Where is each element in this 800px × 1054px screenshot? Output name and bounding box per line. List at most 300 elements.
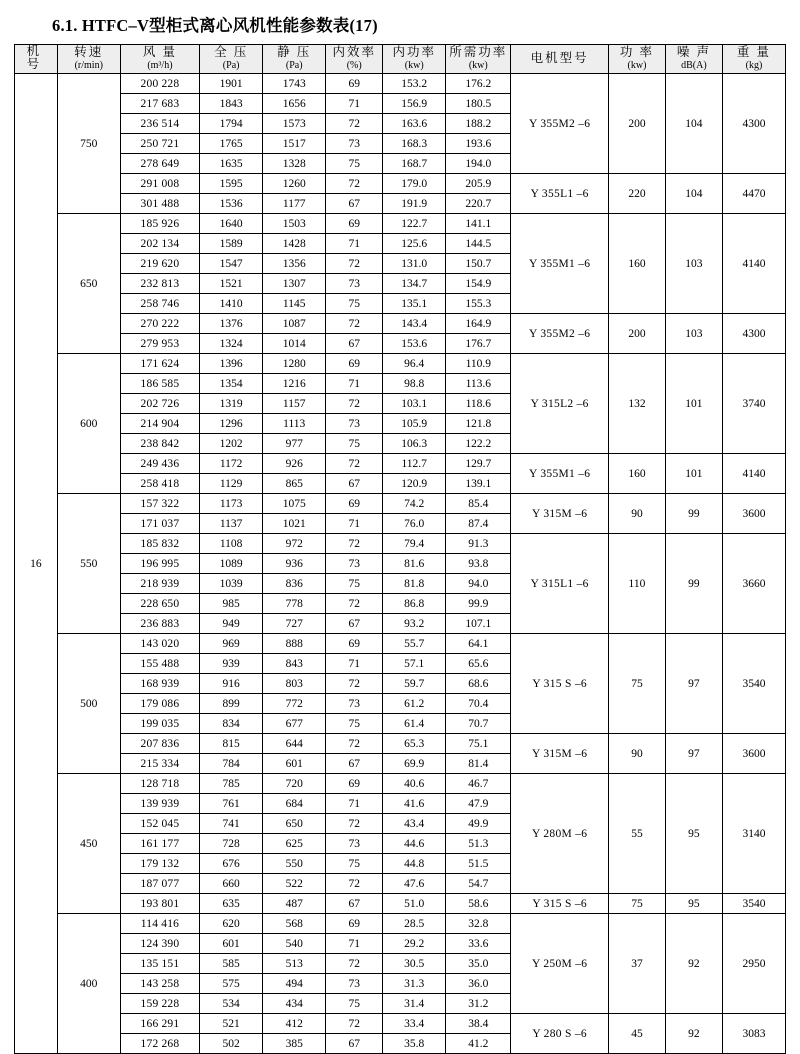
header-cell-rpm (57, 45, 120, 74)
cell-required-power: 110.9 (446, 354, 511, 374)
cell-total-pressure: 1635 (200, 154, 263, 174)
header-sub: (%) (346, 60, 362, 72)
cell-static-pressure: 677 (263, 714, 326, 734)
cell-inner-power: 168.7 (383, 154, 446, 174)
cell-total-pressure: 1794 (200, 114, 263, 134)
performance-table (14, 44, 786, 1054)
cell-total-pressure: 575 (200, 974, 263, 994)
cell-inner-power: 74.2 (383, 494, 446, 514)
cell-inner-power: 153.6 (383, 334, 446, 354)
cell-efficiency: 67 (326, 754, 383, 774)
cell-required-power: 139.1 (446, 474, 511, 494)
cell-inner-power: 31.4 (383, 994, 446, 1014)
cell-efficiency: 75 (326, 154, 383, 174)
cell-noise: 104 (665, 174, 722, 214)
header-cell-noise (665, 45, 722, 74)
header-main: 功 率 (619, 45, 655, 60)
cell-efficiency: 72 (326, 114, 383, 134)
header-main: 静 压 (277, 45, 312, 60)
cell-efficiency: 69 (326, 354, 383, 374)
cell-efficiency: 67 (326, 894, 383, 914)
cell-efficiency: 75 (326, 714, 383, 734)
cell-total-pressure: 728 (200, 834, 263, 854)
cell-flow: 199 035 (120, 714, 199, 734)
header-sub: (kw) (468, 60, 488, 72)
cell-required-power: 36.0 (446, 974, 511, 994)
cell-static-pressure: 1307 (263, 274, 326, 294)
cell-motor-power: 220 (608, 174, 665, 214)
table-body (15, 74, 786, 1054)
cell-efficiency: 72 (326, 814, 383, 834)
cell-static-pressure: 888 (263, 634, 326, 654)
table-row (15, 494, 786, 514)
cell-noise: 101 (665, 454, 722, 494)
cell-flow: 185 926 (120, 214, 199, 234)
cell-total-pressure: 1589 (200, 234, 263, 254)
cell-rpm: 750 (57, 74, 120, 214)
cell-efficiency: 71 (326, 94, 383, 114)
cell-rpm: 600 (57, 354, 120, 494)
cell-total-pressure: 676 (200, 854, 263, 874)
header-main: 所需功率 (449, 45, 508, 60)
cell-required-power: 68.6 (446, 674, 511, 694)
cell-noise: 97 (665, 734, 722, 774)
cell-total-pressure: 1843 (200, 94, 263, 114)
cell-inner-power: 163.6 (383, 114, 446, 134)
cell-required-power: 49.9 (446, 814, 511, 834)
cell-required-power: 122.2 (446, 434, 511, 454)
header-cell-total-pressure (200, 45, 263, 74)
cell-motor-power: 110 (608, 534, 665, 634)
cell-flow: 171 624 (120, 354, 199, 374)
cell-rpm: 500 (57, 634, 120, 774)
cell-inner-power: 191.9 (383, 194, 446, 214)
cell-inner-power: 30.5 (383, 954, 446, 974)
header-main: 内功率 (392, 45, 436, 60)
cell-static-pressure: 1280 (263, 354, 326, 374)
cell-total-pressure: 534 (200, 994, 263, 1014)
cell-efficiency: 72 (326, 394, 383, 414)
cell-static-pressure: 522 (263, 874, 326, 894)
cell-static-pressure: 1656 (263, 94, 326, 114)
cell-rpm: 650 (57, 214, 120, 354)
table-row (15, 774, 786, 794)
cell-flow: 279 953 (120, 334, 199, 354)
cell-required-power: 85.4 (446, 494, 511, 514)
header-row (15, 45, 786, 74)
cell-static-pressure: 1113 (263, 414, 326, 434)
table-row (15, 354, 786, 374)
cell-noise: 92 (665, 914, 722, 1014)
cell-total-pressure: 1108 (200, 534, 263, 554)
cell-static-pressure: 434 (263, 994, 326, 1014)
cell-flow: 168 939 (120, 674, 199, 694)
cell-efficiency: 71 (326, 934, 383, 954)
cell-inner-power: 47.6 (383, 874, 446, 894)
cell-required-power: 121.8 (446, 414, 511, 434)
cell-flow: 301 488 (120, 194, 199, 214)
cell-inner-power: 134.7 (383, 274, 446, 294)
cell-required-power: 107.1 (446, 614, 511, 634)
cell-rpm: 400 (57, 914, 120, 1054)
cell-efficiency: 69 (326, 494, 383, 514)
cell-efficiency: 73 (326, 974, 383, 994)
cell-static-pressure: 977 (263, 434, 326, 454)
table-row (15, 214, 786, 234)
cell-flow: 218 939 (120, 574, 199, 594)
cell-static-pressure: 1021 (263, 514, 326, 534)
cell-total-pressure: 761 (200, 794, 263, 814)
cell-flow: 249 436 (120, 454, 199, 474)
cell-required-power: 31.2 (446, 994, 511, 1014)
cell-flow: 228 650 (120, 594, 199, 614)
cell-flow: 139 939 (120, 794, 199, 814)
cell-total-pressure: 1089 (200, 554, 263, 574)
cell-flow: 219 620 (120, 254, 199, 274)
cell-inner-power: 120.9 (383, 474, 446, 494)
cell-efficiency: 67 (326, 474, 383, 494)
cell-flow: 166 291 (120, 1014, 199, 1034)
cell-flow: 215 334 (120, 754, 199, 774)
cell-flow: 187 077 (120, 874, 199, 894)
cell-efficiency: 71 (326, 234, 383, 254)
cell-motor-power: 200 (608, 314, 665, 354)
cell-required-power: 129.7 (446, 454, 511, 474)
cell-inner-power: 28.5 (383, 914, 446, 934)
cell-flow: 278 649 (120, 154, 199, 174)
cell-flow: 179 086 (120, 694, 199, 714)
cell-total-pressure: 1137 (200, 514, 263, 534)
cell-required-power: 113.6 (446, 374, 511, 394)
cell-flow: 161 177 (120, 834, 199, 854)
cell-flow: 171 037 (120, 514, 199, 534)
header-main: 电机型号 (530, 50, 589, 65)
cell-flow: 155 488 (120, 654, 199, 674)
cell-static-pressure: 1428 (263, 234, 326, 254)
cell-inner-power: 135.1 (383, 294, 446, 314)
cell-motor-power: 45 (608, 1014, 665, 1054)
cell-flow: 185 832 (120, 534, 199, 554)
cell-efficiency: 72 (326, 734, 383, 754)
cell-static-pressure: 778 (263, 594, 326, 614)
cell-flow: 200 228 (120, 74, 199, 94)
cell-static-pressure: 385 (263, 1034, 326, 1054)
cell-total-pressure: 620 (200, 914, 263, 934)
cell-inner-power: 29.2 (383, 934, 446, 954)
cell-static-pressure: 865 (263, 474, 326, 494)
cell-inner-power: 112.7 (383, 454, 446, 474)
cell-noise: 92 (665, 1014, 722, 1054)
cell-required-power: 51.3 (446, 834, 511, 854)
cell-static-pressure: 926 (263, 454, 326, 474)
table-row (15, 314, 786, 334)
cell-efficiency: 69 (326, 74, 383, 94)
cell-required-power: 81.4 (446, 754, 511, 774)
cell-required-power: 176.2 (446, 74, 511, 94)
cell-total-pressure: 969 (200, 634, 263, 654)
cell-efficiency: 73 (326, 554, 383, 574)
cell-weight: 4140 (722, 454, 785, 494)
cell-required-power: 65.6 (446, 654, 511, 674)
cell-static-pressure: 1216 (263, 374, 326, 394)
cell-motor-power: 90 (608, 494, 665, 534)
cell-inner-power: 168.3 (383, 134, 446, 154)
cell-inner-power: 103.1 (383, 394, 446, 414)
cell-efficiency: 72 (326, 954, 383, 974)
cell-inner-power: 143.4 (383, 314, 446, 334)
cell-weight: 2950 (722, 914, 785, 1014)
cell-required-power: 144.5 (446, 234, 511, 254)
cell-required-power: 46.7 (446, 774, 511, 794)
cell-static-pressure: 1517 (263, 134, 326, 154)
cell-flow: 135 151 (120, 954, 199, 974)
cell-flow: 196 995 (120, 554, 199, 574)
cell-efficiency: 71 (326, 794, 383, 814)
cell-total-pressure: 949 (200, 614, 263, 634)
table-row (15, 634, 786, 654)
table-row (15, 174, 786, 194)
header-cell-inner-power (383, 45, 446, 74)
cell-required-power: 99.9 (446, 594, 511, 614)
cell-efficiency: 73 (326, 834, 383, 854)
cell-efficiency: 72 (326, 674, 383, 694)
cell-weight: 4300 (722, 74, 785, 174)
cell-weight: 3660 (722, 534, 785, 634)
cell-efficiency: 67 (326, 334, 383, 354)
cell-flow: 258 746 (120, 294, 199, 314)
cell-static-pressure: 1573 (263, 114, 326, 134)
cell-motor-model: Y 355M2 –6 (511, 314, 609, 354)
header-cell-machine-no (15, 45, 58, 74)
cell-required-power: 118.6 (446, 394, 511, 414)
table-row (15, 534, 786, 554)
cell-flow: 124 390 (120, 934, 199, 954)
cell-weight: 3083 (722, 1014, 785, 1054)
cell-static-pressure: 568 (263, 914, 326, 934)
cell-efficiency: 72 (326, 314, 383, 334)
cell-inner-power: 105.9 (383, 414, 446, 434)
cell-total-pressure: 1202 (200, 434, 263, 454)
header-cell-flow (120, 45, 199, 74)
cell-static-pressure: 720 (263, 774, 326, 794)
cell-weight: 4140 (722, 214, 785, 314)
cell-efficiency: 71 (326, 374, 383, 394)
cell-inner-power: 81.6 (383, 554, 446, 574)
table-row (15, 454, 786, 474)
cell-motor-model: Y 250M –6 (511, 914, 609, 1014)
cell-inner-power: 65.3 (383, 734, 446, 754)
header-cell-static-pressure (263, 45, 326, 74)
header-main: 重 量 (736, 45, 772, 60)
cell-static-pressure: 972 (263, 534, 326, 554)
cell-required-power: 64.1 (446, 634, 511, 654)
cell-inner-power: 61.4 (383, 714, 446, 734)
header-sub: (r/min) (74, 60, 103, 72)
cell-efficiency: 75 (326, 434, 383, 454)
cell-flow: 250 721 (120, 134, 199, 154)
cell-weight: 3540 (722, 894, 785, 914)
cell-flow: 159 228 (120, 994, 199, 1014)
cell-required-power: 70.4 (446, 694, 511, 714)
cell-efficiency: 69 (326, 914, 383, 934)
cell-efficiency: 73 (326, 134, 383, 154)
cell-inner-power: 131.0 (383, 254, 446, 274)
cell-inner-power: 79.4 (383, 534, 446, 554)
cell-total-pressure: 1172 (200, 454, 263, 474)
cell-noise: 95 (665, 774, 722, 894)
cell-motor-power: 75 (608, 894, 665, 914)
cell-motor-power: 37 (608, 914, 665, 1014)
cell-inner-power: 179.0 (383, 174, 446, 194)
cell-required-power: 155.3 (446, 294, 511, 314)
cell-total-pressure: 1319 (200, 394, 263, 414)
cell-motor-model: Y 355M1 –6 (511, 214, 609, 314)
cell-flow: 179 132 (120, 854, 199, 874)
cell-efficiency: 72 (326, 874, 383, 894)
cell-required-power: 193.6 (446, 134, 511, 154)
cell-total-pressure: 1129 (200, 474, 263, 494)
header-cell-weight (722, 45, 785, 74)
cell-inner-power: 86.8 (383, 594, 446, 614)
cell-inner-power: 125.6 (383, 234, 446, 254)
cell-total-pressure: 1039 (200, 574, 263, 594)
header-sub: (Pa) (222, 60, 240, 72)
cell-total-pressure: 1595 (200, 174, 263, 194)
cell-efficiency: 67 (326, 194, 383, 214)
cell-total-pressure: 1901 (200, 74, 263, 94)
cell-flow: 217 683 (120, 94, 199, 114)
cell-required-power: 150.7 (446, 254, 511, 274)
cell-required-power: 94.0 (446, 574, 511, 594)
cell-static-pressure: 936 (263, 554, 326, 574)
cell-inner-power: 81.8 (383, 574, 446, 594)
cell-total-pressure: 899 (200, 694, 263, 714)
header-main: 风 量 (142, 45, 178, 60)
cell-total-pressure: 601 (200, 934, 263, 954)
cell-required-power: 154.9 (446, 274, 511, 294)
cell-efficiency: 71 (326, 654, 383, 674)
cell-static-pressure: 727 (263, 614, 326, 634)
header-sub: (m³/h) (147, 60, 173, 72)
cell-weight: 3600 (722, 734, 785, 774)
cell-weight: 4300 (722, 314, 785, 354)
cell-motor-model: Y 315L2 –6 (511, 354, 609, 454)
cell-motor-power: 90 (608, 734, 665, 774)
cell-flow: 236 514 (120, 114, 199, 134)
cell-required-power: 91.3 (446, 534, 511, 554)
cell-efficiency: 69 (326, 634, 383, 654)
cell-static-pressure: 1743 (263, 74, 326, 94)
cell-weight: 3540 (722, 634, 785, 734)
cell-total-pressure: 815 (200, 734, 263, 754)
cell-total-pressure: 1521 (200, 274, 263, 294)
cell-efficiency: 72 (326, 454, 383, 474)
cell-static-pressure: 1014 (263, 334, 326, 354)
cell-total-pressure: 1410 (200, 294, 263, 314)
cell-efficiency: 67 (326, 614, 383, 634)
cell-total-pressure: 502 (200, 1034, 263, 1054)
table-header (15, 45, 786, 74)
cell-noise: 99 (665, 494, 722, 534)
cell-required-power: 33.6 (446, 934, 511, 954)
cell-inner-power: 96.4 (383, 354, 446, 374)
table-row (15, 1014, 786, 1034)
cell-efficiency: 73 (326, 694, 383, 714)
cell-total-pressure: 834 (200, 714, 263, 734)
table-row (15, 914, 786, 934)
cell-inner-power: 33.4 (383, 1014, 446, 1034)
cell-rpm: 450 (57, 774, 120, 914)
cell-required-power: 38.4 (446, 1014, 511, 1034)
cell-motor-model: Y 280 S –6 (511, 1014, 609, 1054)
table-row (15, 74, 786, 94)
cell-motor-model: Y 355M2 –6 (511, 74, 609, 174)
cell-inner-power: 31.3 (383, 974, 446, 994)
cell-total-pressure: 660 (200, 874, 263, 894)
cell-noise: 97 (665, 634, 722, 734)
cell-total-pressure: 1296 (200, 414, 263, 434)
cell-total-pressure: 1173 (200, 494, 263, 514)
cell-total-pressure: 521 (200, 1014, 263, 1034)
cell-required-power: 51.5 (446, 854, 511, 874)
cell-inner-power: 98.8 (383, 374, 446, 394)
header-main: 内效率 (332, 45, 376, 60)
cell-required-power: 220.7 (446, 194, 511, 214)
table-row (15, 734, 786, 754)
cell-flow: 172 268 (120, 1034, 199, 1054)
cell-required-power: 58.6 (446, 894, 511, 914)
cell-noise: 103 (665, 314, 722, 354)
cell-required-power: 194.0 (446, 154, 511, 174)
cell-motor-model: Y 355M1 –6 (511, 454, 609, 494)
cell-static-pressure: 843 (263, 654, 326, 674)
cell-static-pressure: 1177 (263, 194, 326, 214)
cell-flow: 143 020 (120, 634, 199, 654)
cell-static-pressure: 772 (263, 694, 326, 714)
cell-total-pressure: 741 (200, 814, 263, 834)
cell-static-pressure: 650 (263, 814, 326, 834)
cell-flow: 202 134 (120, 234, 199, 254)
cell-static-pressure: 684 (263, 794, 326, 814)
cell-motor-power: 75 (608, 634, 665, 734)
cell-inner-power: 43.4 (383, 814, 446, 834)
cell-motor-model: Y 315 S –6 (511, 634, 609, 734)
cell-static-pressure: 1087 (263, 314, 326, 334)
cell-flow: 186 585 (120, 374, 199, 394)
cell-efficiency: 73 (326, 274, 383, 294)
cell-static-pressure: 1075 (263, 494, 326, 514)
cell-inner-power: 40.6 (383, 774, 446, 794)
cell-flow: 238 842 (120, 434, 199, 454)
cell-total-pressure: 585 (200, 954, 263, 974)
header-sub: (kw) (627, 60, 647, 72)
cell-motor-model: Y 355L1 –6 (511, 174, 609, 214)
cell-noise: 104 (665, 74, 722, 174)
cell-flow: 232 813 (120, 274, 199, 294)
cell-motor-model: Y 315M –6 (511, 734, 609, 774)
cell-required-power: 41.2 (446, 1034, 511, 1054)
cell-static-pressure: 601 (263, 754, 326, 774)
cell-inner-power: 57.1 (383, 654, 446, 674)
cell-efficiency: 69 (326, 774, 383, 794)
cell-inner-power: 122.7 (383, 214, 446, 234)
cell-required-power: 35.0 (446, 954, 511, 974)
cell-required-power: 70.7 (446, 714, 511, 734)
cell-static-pressure: 803 (263, 674, 326, 694)
cell-inner-power: 41.6 (383, 794, 446, 814)
cell-flow: 143 258 (120, 974, 199, 994)
cell-static-pressure: 1145 (263, 294, 326, 314)
